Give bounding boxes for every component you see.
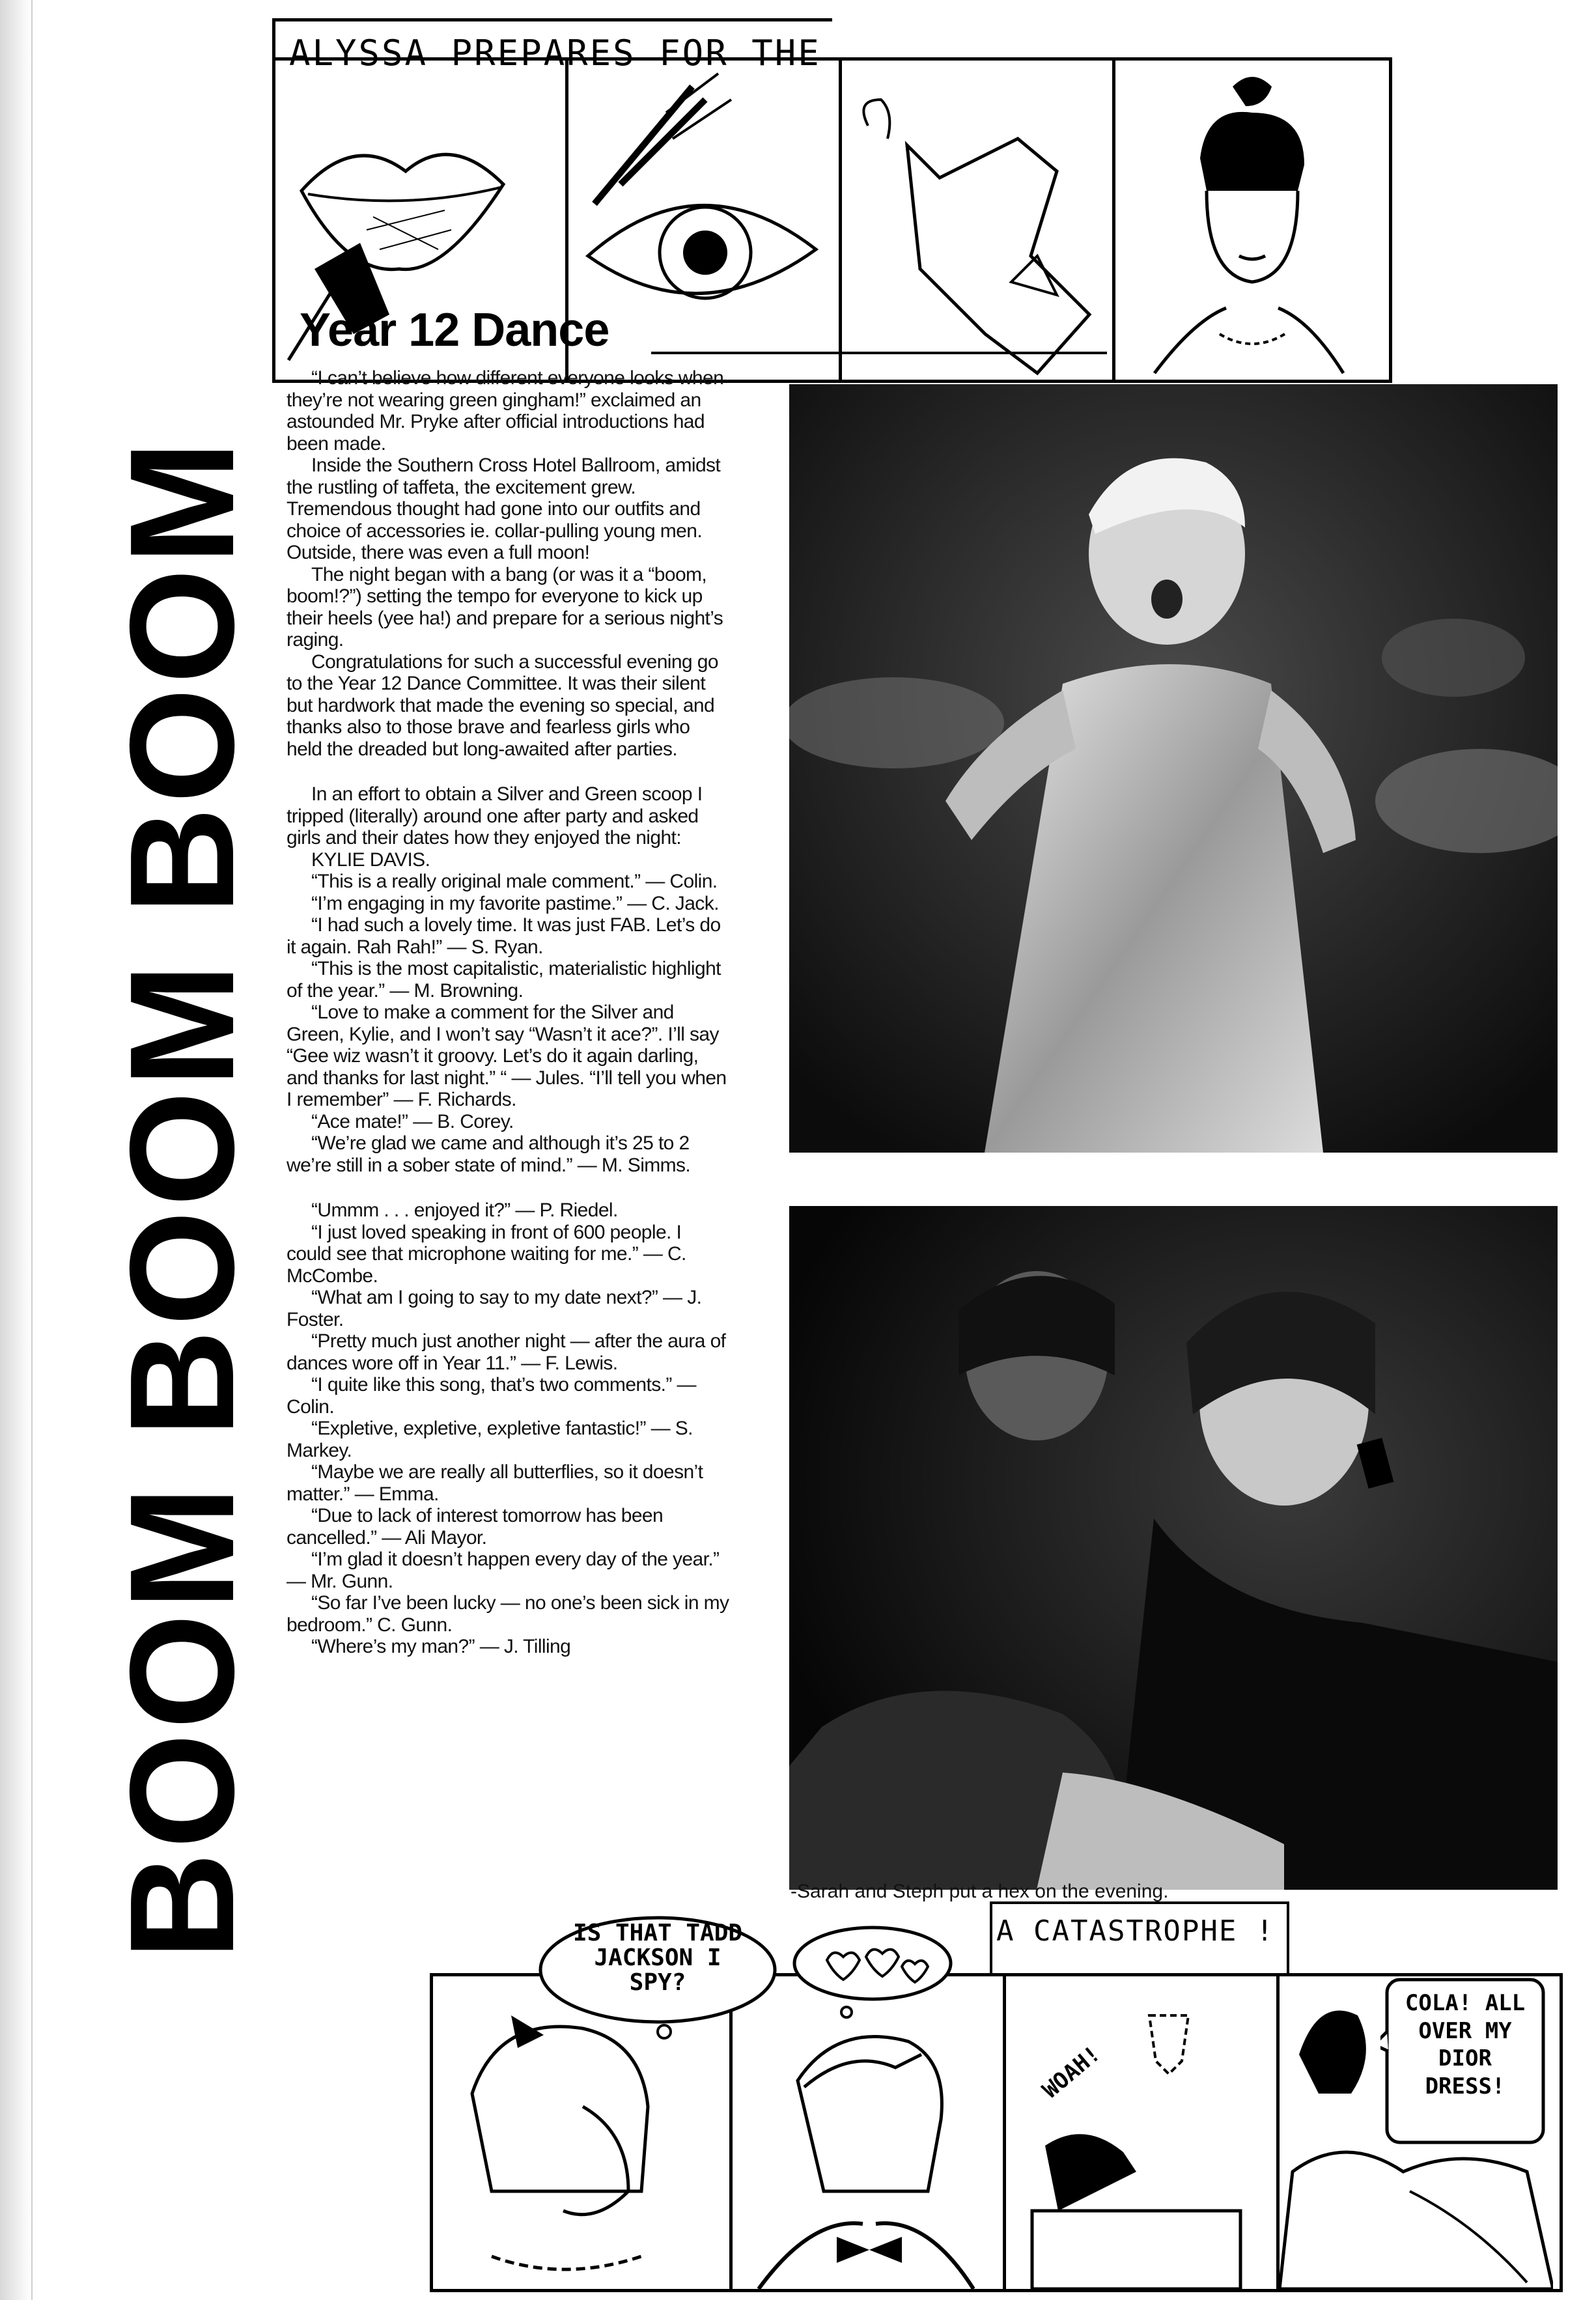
quote: “This is a really original male comment.” — Colin. bbox=[311, 871, 718, 892]
vertical-headline-container bbox=[85, 221, 280, 2175]
quote: “Maybe we are really all butterflies, so it doesn’t matter.” — Emma. bbox=[287, 1461, 703, 1505]
speech-bubble-cola-text: COLA! ALL OVER MY DIOR DRESS! bbox=[1405, 1990, 1526, 2099]
quote: “So far I’ve been lucky — no one’s been sick in my bedroom.” C. Gunn. bbox=[287, 1592, 729, 1636]
paragraph: “I can’t believe how different everyone looks when they’re not wearing green gingham!” exclaimed an astounded Mr. Pryke after official introductions had been made. bbox=[287, 367, 724, 455]
spilled-glass-icon bbox=[1006, 1976, 1273, 2289]
paragraph: KYLIE DAVIS. bbox=[311, 848, 430, 871]
quote: “I’m engaging in my favorite pastime.” — C. Jack. bbox=[311, 892, 719, 914]
top-panel-eye bbox=[568, 61, 842, 380]
article-title: Year 12 Dance bbox=[300, 304, 609, 356]
title-rule bbox=[651, 352, 1107, 354]
quote: “Ace mate!” — B. Corey. bbox=[311, 1110, 514, 1132]
top-panel-dress bbox=[842, 61, 1115, 380]
thought-bubble-1-text: IS THAT TADD JACKSON I SPY? bbox=[572, 1920, 743, 1996]
vertical-headline: BOOM BOOM BOOM bbox=[100, 436, 265, 1960]
quote: “This is the most capitalistic, materialistic highlight of the year.” — M. Browning. bbox=[287, 958, 721, 1002]
photo-caption: -Sarah and Steph put a hex on the evening. bbox=[791, 1881, 1169, 1902]
quote: “I just loved speaking in front of 600 people. I could see that microphone waiting for me.” — C. McCombe. bbox=[287, 1221, 686, 1287]
thought-bubble-hearts bbox=[788, 1921, 957, 2019]
paragraph: Congratulations for such a successful evening go to the Year 12 Dance Committee. It was their silent but hardwork that made the evening so special, and thanks also to those brave and fearless girls who held the dreaded but long-awaited after parties. bbox=[287, 651, 718, 760]
quote: “Where’s my man?” — J. Tilling bbox=[311, 1636, 571, 1657]
photo-girl-satin-dress-image bbox=[789, 384, 1558, 1153]
quote: “Due to lack of interest tomorrow has been cancelled.” — Ali Mayor. bbox=[287, 1505, 664, 1549]
quote: “I quite like this song, that’s two comments.” — Colin. bbox=[287, 1374, 696, 1418]
quote: “We’re glad we came and although it’s 25 to 2 we’re still in a sober state of mind.” — M. Simms. bbox=[287, 1132, 691, 1176]
girl-portrait-icon bbox=[1115, 61, 1382, 380]
quote: “What am I going to say to my date next?” — J. Foster. bbox=[287, 1287, 702, 1330]
top-panel-portrait bbox=[1115, 61, 1389, 380]
quote: “Ummm . . . enjoyed it?” — P. Riedel. bbox=[311, 1199, 618, 1221]
quote: “Expletive, expletive, expletive fantastic!” — S. Markey. bbox=[287, 1418, 693, 1461]
photo-two-girls-image bbox=[789, 1206, 1558, 1890]
binding-edge bbox=[0, 0, 33, 2300]
quote: “Pretty much just another night — after the aura of dances wore off in Year 11.” — F. Lewis. bbox=[287, 1330, 726, 1374]
quote: “I had such a lovely time. It was just FAB. Let’s do it again. Rah Rah!” — S. Ryan. bbox=[287, 914, 721, 958]
top-strip-caption: ALYSSA PREPARES FOR THE bbox=[289, 33, 821, 74]
quote: “I’m glad it doesn’t happen every day of the year.” — Mr. Gunn. bbox=[287, 1549, 720, 1592]
article-body bbox=[287, 367, 729, 1658]
catastrophe-caption: A CATASTROPHE ! bbox=[996, 1914, 1275, 1948]
bottom-panel-spill bbox=[1006, 1976, 1280, 2289]
paragraph: The night began with a bang (or was it a “boom, boom!?”) setting the tempo for everyone to kick up their heels (yee ha!) and prepare for a serious night’s raging. bbox=[287, 563, 723, 651]
photo-two-girls bbox=[789, 1206, 1558, 1890]
quote: “Love to make a comment for the Silver and Green, Kylie, and I won’t say “Wasn’t it ace?”. I’ll say “Gee wiz wasn’t it groovy. Let’s do it again darling, and thanks for last night.” “ — Jules. “I’ll tell you when I remember” — F. Richards. bbox=[287, 1002, 727, 1110]
dress-hanger-icon bbox=[842, 61, 1109, 380]
paragraph: In an effort to obtain a Silver and Green scoop I tripped (literally) around one after party and asked girls and their dates how they enjoyed the night: bbox=[287, 783, 703, 848]
whoah-text: WOAH! bbox=[1037, 2040, 1106, 2104]
paragraph: Inside the Southern Cross Hotel Ballroom, amidst the rustling of taffeta, the excitement grew. Tremendous thought had gone into our outfits and choice of accessories ie. collar-pulling young men. Outside, there was even a full moon! bbox=[287, 455, 721, 563]
photo-girl-satin-dress bbox=[789, 384, 1558, 1153]
